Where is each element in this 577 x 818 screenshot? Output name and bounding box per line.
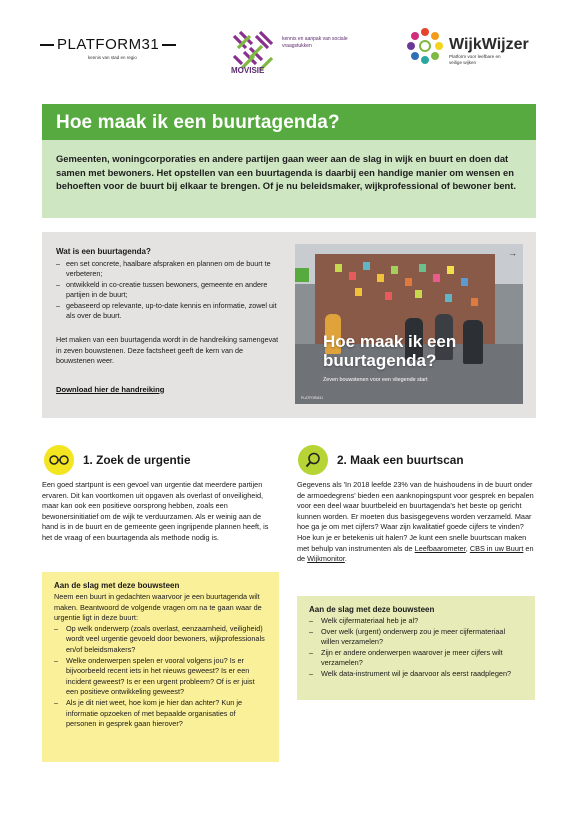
info-text-column — [56, 247, 281, 397]
movisie-logo — [230, 28, 370, 76]
section2-box-list — [309, 616, 523, 680]
header-logos — [40, 22, 547, 82]
section2-heading: 2. Maak een buurtscan — [337, 453, 464, 467]
section1-box-list — [54, 624, 267, 730]
cbs-in-uw-buurt-link[interactable]: CBS in uw Buurt — [469, 543, 524, 553]
title-bar — [42, 104, 536, 140]
info-heading: Wat is een buurtagenda? — [56, 247, 151, 256]
platform31-logo — [40, 36, 190, 60]
section1-heading: 1. Zoek de urgentie — [83, 453, 191, 467]
cover-title: Hoe maak ik een buurtagenda? — [323, 332, 457, 370]
info-list-item: – gebaseerd op relevante, up-to-date kennis en informatie, zowel uit als over de buurt. — [56, 301, 281, 322]
cover-green-tag — [295, 268, 309, 282]
section2-header — [298, 445, 464, 475]
section1-body: Een goed startpunt is een gevoel van urgentie dat meerdere partijen ervaren. Dit kan voortkomen uit opgaven als overlast of onveiligheid, maar kan ook een positieve oorsprong hebben, zoals een bewonersinitiatief om de wijk te verduurzamen. Als er weinig aan de hand is in de buurt en de gemeente geen ingrijpende plannen heeft, is het de vraag of een buurtagenda als methode nodig is. — [42, 480, 269, 542]
cover-subtitle: Zeven bouwstenen voor een vliegende start — [323, 377, 428, 383]
info-paragraph: Het maken van een buurtagenda wordt in de handreiking samengevat in zeven bouwstenen. Deze factsheet geeft de kern van de bouwstenen weer. — [56, 335, 279, 366]
info-list-item: – een set concrete, haalbare afspraken en plannen om de buurt te verbeteren; — [56, 259, 281, 280]
section2-action-box — [297, 596, 535, 700]
magnifier-icon — [298, 445, 328, 475]
section1-box-title: Aan de slag met deze bouwsteen — [54, 581, 180, 590]
intro-box — [42, 140, 536, 218]
info-list — [56, 259, 281, 321]
list-item: – Op welk onderwerp (zoals overlast, eenzaamheid, veiligheid) wordt veel urgentie gevoeld door bewoners, wijkprofessionals en/of beleidsmakers? — [54, 624, 267, 656]
page-title: Hoe maak ik een buurtagenda? — [56, 112, 340, 133]
wijkwijzer-tagline: Platform voor leefbare en veilige wijken — [449, 54, 501, 65]
glasses-icon — [44, 445, 74, 475]
movisie-name: MOVISIE — [231, 66, 265, 74]
section2-box-title: Aan de slag met deze bouwsteen — [309, 605, 435, 614]
leefbaarometer-link[interactable]: Leefbaarometer — [414, 543, 466, 553]
section2-body: Gegevens als 'In 2018 leefde 23% van de huishoudens in de buurt onder de armoedegrens' bieden een aanknopingspunt voor gesprek en bepalen voor een deel waar buurtbeleid en buurtagenda's het beste op gericht kunnen worden. Er moeten dus basisgegevens worden verzameld. Maar hoe ga je om met cijfers? Waar zijn kwalitatief goede cijfers te vinden? Hoe kun je er betekenis uit halen? Je kunt een snelle buurtscan maken met behulp van instrumenten als de Leefbaarometer, CBS in uw Buurt en de Wijkmonitor. — [297, 480, 534, 564]
movisie-mark-icon — [230, 28, 276, 74]
list-item: – Over welk (urgent) onderwerp zou je meer cijfermateriaal willen verzamelen? — [309, 627, 523, 648]
cover-footer: PLATFORM31 — [301, 396, 323, 400]
section1-action-box — [42, 572, 279, 762]
section1-box-intro: Neem een buurt in gedachten waarvoor je een buurtagenda wilt maken. Beantwoord de volgende vragen om na te gaan waar de urgentie ligt in deze buurt: — [54, 592, 262, 623]
platform31-name: PLATFORM31 — [57, 36, 160, 53]
handreiking-cover-image[interactable] — [295, 244, 523, 404]
arrow-right-icon: → — [508, 248, 517, 258]
section1-header — [44, 445, 191, 475]
wijkwijzer-logo — [405, 24, 555, 80]
info-box — [42, 232, 536, 418]
list-item: – Welk data-instrument wil je daarvoor als eerst raadplegen? — [309, 669, 523, 680]
intro-text: Gemeenten, woningcorporaties en andere partijen gaan weer aan de slag in wijk en buurt en doen dat samen met bewoners. Het opstellen van een buurtagenda is daarbij een handige manier om wensen en behoeften voor de buurt bij elkaar te brengen. Of je nu beleidsmaker, wijkprofessional of bewoner bent. — [56, 153, 516, 192]
download-link[interactable]: Download hier de handreiking — [56, 384, 165, 394]
list-item: – Als je dit niet weet, hoe kom je hier dan achter? Kun je informatie opzoeken of met bepaalde organisaties of personen in gesprek gaan hierover? — [54, 698, 267, 730]
info-list-item: – ontwikkeld in co-creatie tussen bewoners, gemeente en andere partijen in de buurt; — [56, 280, 281, 301]
list-item: – Zijn er andere onderwerpen waarover je meer cijfers wilt verzamelen? — [309, 648, 523, 669]
wijkwijzer-mark-icon — [405, 26, 445, 66]
list-item: – Welk cijfermateriaal heb je al? — [309, 616, 523, 627]
platform31-tagline: kennis van stad en regio — [88, 55, 137, 60]
wijkwijzer-name: WijkWijzer — [449, 36, 529, 53]
wijkmonitor-link[interactable]: Wijkmonitor — [307, 554, 345, 564]
movisie-tagline: kennis en aanpak van sociale vraagstukken — [282, 36, 348, 49]
list-item: – Welke onderwerpen spelen er vooral volgens jou? Is er bijvoorbeeld recent iets in het nieuws geweest? Is er een incident geweest? Is er een urgent probleem? Of is er juist een positieve ontwikkeling geweest? — [54, 656, 267, 698]
